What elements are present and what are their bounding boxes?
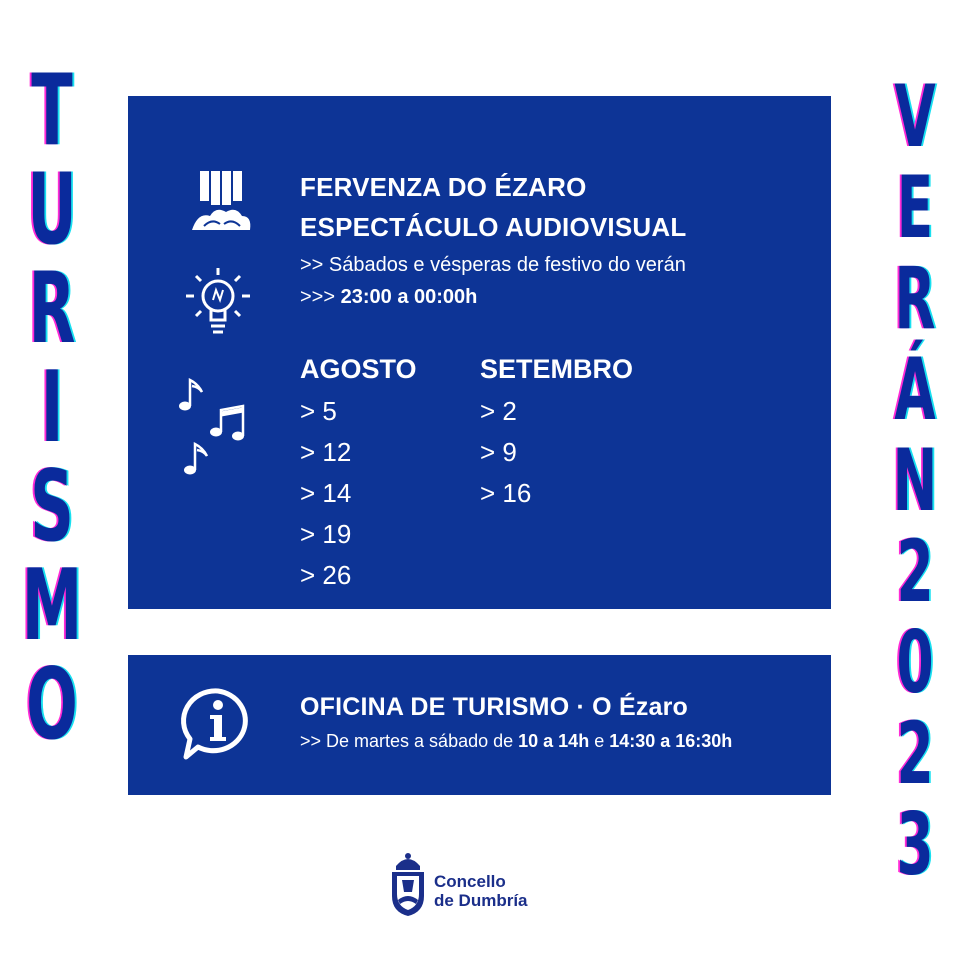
music-notes-icon <box>176 372 256 482</box>
office-panel <box>128 655 831 795</box>
title-letter: I <box>40 351 64 465</box>
title-letter: R <box>28 252 76 366</box>
date-item: > 5 <box>300 396 337 426</box>
date-item: > 9 <box>480 437 517 467</box>
title-letter: S <box>30 450 74 564</box>
waterfall-icon <box>188 168 254 236</box>
title-letter: U <box>27 153 77 267</box>
hours-mid: e <box>589 731 610 751</box>
veran-2023-vertical-title <box>891 67 939 895</box>
concello-logo <box>388 852 538 918</box>
logo-text <box>434 872 528 910</box>
date-item: > 12 <box>300 437 352 467</box>
time-prefix: >>> <box>300 286 341 308</box>
schedule-text: Sábados e vésperas de festivo do verán <box>328 254 686 276</box>
date-item: > 19 <box>300 519 352 549</box>
lightbulb-icon <box>182 266 254 346</box>
schedule-prefix: >> <box>300 254 329 276</box>
month-agosto: AGOSTO <box>300 354 417 384</box>
title-letter: V <box>894 67 936 167</box>
date-item: > 26 <box>300 560 352 590</box>
month-setembro: SETEMBRO <box>480 354 634 384</box>
title-letter: M <box>21 549 83 663</box>
title-letter: 3 <box>896 795 934 895</box>
title-letter: R <box>894 249 936 349</box>
title-letter: 2 <box>896 704 934 804</box>
title-letter: N <box>892 431 938 531</box>
event-schedule <box>300 254 686 277</box>
info-bubble-icon <box>178 685 258 765</box>
title-letter: O <box>26 648 78 762</box>
logo-line1: Concello <box>434 872 506 891</box>
date-item: > 16 <box>480 478 532 508</box>
title-letter: E <box>896 158 934 258</box>
event-title-line1: FERVENZA DO ÉZARO <box>300 172 587 202</box>
event-panel <box>128 96 831 609</box>
hours-prefix: >> De martes a sábado de <box>300 731 519 751</box>
office-hours <box>300 731 732 752</box>
title-letter: 2 <box>896 522 934 622</box>
event-time <box>300 286 477 309</box>
date-item: > 2 <box>480 396 517 426</box>
title-letter: T <box>31 54 73 168</box>
coat-of-arms-icon <box>388 852 428 918</box>
hours-morning: 10 a 14h <box>518 731 590 751</box>
time-text: 23:00 a 00:00h <box>340 286 478 308</box>
date-item: > 14 <box>300 478 352 508</box>
title-letter: 0 <box>896 613 934 713</box>
turismo-vertical-title <box>21 54 83 762</box>
event-title-line2: ESPECTÁCULO AUDIOVISUAL <box>300 212 687 242</box>
hours-afternoon: 14:30 a 16:30h <box>609 731 733 751</box>
office-title: OFICINA DE TURISMO · O Ézaro <box>300 693 689 721</box>
title-letter: Á <box>894 340 936 440</box>
logo-line2: de Dumbría <box>434 891 528 910</box>
